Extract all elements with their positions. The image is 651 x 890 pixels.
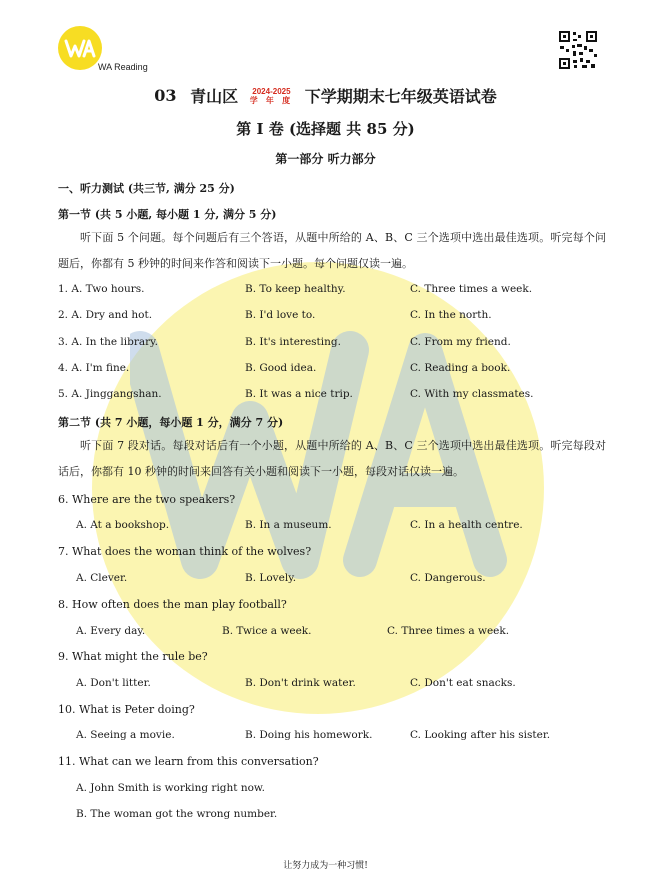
title-main: 下学期期末七年级英语试卷 <box>304 87 497 106</box>
option-b: B. I'd love to. <box>245 309 316 321</box>
school-year-stack <box>250 87 293 105</box>
option-a: A. At a bookshop. <box>76 519 170 531</box>
title-prefix: 03 <box>154 86 177 105</box>
part2-instructions: 听下面 7 段对话。每段对话后有一个小题，从题中所给的 A、B、C 三个选项中选出最佳选项。听完每段对话后，你都有 10 秒钟的时间来回答有关小题和阅读下一小题，每段对话仅读一遍。 <box>58 439 606 478</box>
option-b: B. It's interesting. <box>245 336 341 348</box>
option-b: B. Don't drink water. <box>245 677 356 689</box>
part1-instructions: 听下面 5 个问题。每个问题后有三个答语，从题中所给的 A、B、C 三个选项中选出最佳选项。听完每个问题后，你都有 5 秒钟的时间来作答和阅读下一小题。每个问题仅读一遍。 <box>58 231 606 270</box>
option-b: B. The woman got the wrong number. <box>76 808 278 820</box>
option-b: B. Good idea. <box>245 362 317 374</box>
logo-caption: WA Reading <box>98 62 148 72</box>
question-stem: 6. Where are the two speakers? <box>58 493 236 506</box>
option-b: B. It was a nice trip. <box>245 388 353 400</box>
option-c: C. From my friend. <box>410 336 511 348</box>
option-c: C. Three times a week. <box>410 283 533 295</box>
option-a: 1. A. Two hours. <box>58 283 145 295</box>
option-a: A. Clever. <box>76 572 128 584</box>
school-year: 2024-2025 <box>252 86 291 96</box>
option-a: 3. A. In the library. <box>58 336 159 348</box>
question-stem: 8. How often does the man play football? <box>58 598 287 611</box>
option-b: B. In a museum. <box>245 519 332 531</box>
option-c: C. Dangerous. <box>410 572 486 584</box>
option-a: 5. A. Jinggangshan. <box>58 388 162 400</box>
option-c: C. Don't eat snacks. <box>410 677 516 689</box>
part-title: 第一部分 听力部分 <box>275 152 376 166</box>
exam-title <box>0 84 651 107</box>
option-c: C. Looking after his sister. <box>410 729 551 741</box>
option-a: 2. A. Dry and hot. <box>58 309 153 321</box>
option-a: A. Every day. <box>76 625 146 637</box>
question-stem: 9. What might the rule be? <box>58 650 208 663</box>
part2-heading: 第二节 (共 7 小题，每小题 1 分，满分 7 分) <box>58 416 284 429</box>
section-heading: 一、听力测试 (共三节, 满分 25 分) <box>58 182 235 195</box>
option-c: C. With my classmates. <box>410 388 534 400</box>
option-a: A. Don't litter. <box>76 677 151 689</box>
option-b: B. To keep healthy. <box>245 283 346 295</box>
option-c: C. In the north. <box>410 309 492 321</box>
option-c: C. Three times a week. <box>387 625 510 637</box>
option-c: C. Reading a book. <box>410 362 511 374</box>
option-a: A. John Smith is working right now. <box>76 782 266 794</box>
option-a: 4. A. I'm fine. <box>58 362 130 374</box>
title-district: 青山区 <box>190 87 239 106</box>
footer-motto: 让努力成为一种习惯! <box>283 861 368 871</box>
option-a: A. Seeing a movie. <box>76 729 175 741</box>
question-stem: 11. What can we learn from this conversation? <box>58 755 319 768</box>
option-b: B. Lovely. <box>245 572 297 584</box>
question-stem: 10. What is Peter doing? <box>58 703 195 716</box>
wa-logo-icon <box>58 26 102 70</box>
volume-title: 第 I 卷 (选择题 共 85 分) <box>236 120 415 138</box>
option-c: C. In a health centre. <box>410 519 523 531</box>
question-stem: 7. What does the woman think of the wolves? <box>58 545 312 558</box>
part1-heading: 第一节 (共 5 小题, 每小题 1 分, 满分 5 分) <box>58 208 277 221</box>
qr-code-icon[interactable] <box>558 30 598 70</box>
option-b: B. Doing his homework. <box>245 729 373 741</box>
option-b: B. Twice a week. <box>222 625 312 637</box>
school-year-suffix: 学 年 度 <box>249 95 294 105</box>
